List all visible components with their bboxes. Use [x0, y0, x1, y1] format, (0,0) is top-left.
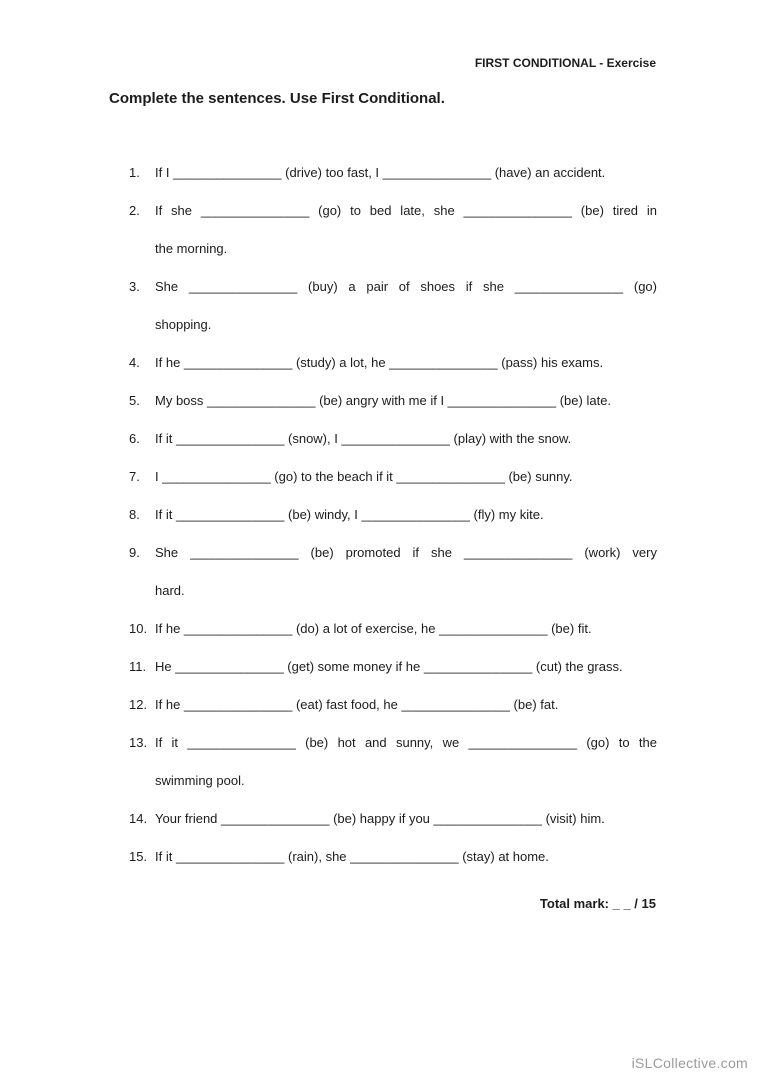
exercise-item: [129, 391, 657, 410]
sentence-line: swimming pool.: [155, 773, 245, 788]
exercise-item: [129, 505, 657, 524]
item-number: 6.: [129, 431, 140, 446]
item-number: 10.: [129, 621, 148, 636]
sentence-line: If he _______________ (do) a lot of exercise, he _______________ (be) fit.: [155, 621, 592, 636]
sentence-line: If I _______________ (drive) too fast, I _______________ (have) an accident.: [155, 165, 606, 180]
sentence-line: If it _______________ (rain), she _______________ (stay) at home.: [155, 849, 549, 864]
item-number: 9.: [129, 545, 140, 560]
watermark-logo: iSLCollective.com: [631, 1055, 748, 1071]
sentence-line: I _______________ (go) to the beach if it _______________ (be) sunny.: [155, 469, 573, 484]
total-mark: Total mark: _ _ / 15: [539, 896, 656, 911]
sentence-line: He _______________ (get) some money if he _______________ (cut) the grass.: [155, 659, 623, 674]
item-number: 2.: [129, 203, 140, 218]
sentence-line: If he _______________ (study) a lot, he _______________ (pass) his exams.: [155, 355, 604, 370]
exercise-item: [129, 429, 657, 448]
sentence-line: If she _______________ (go) to bed late, she _______________ (be) tired in: [155, 203, 657, 218]
sentence-line: My boss _______________ (be) angry with me if I _______________ (be) late.: [155, 393, 612, 408]
exercise-item: [129, 163, 657, 182]
exercise-item: [129, 695, 657, 714]
instruction-heading: Complete the sentences. Use First Conditional.: [109, 90, 445, 107]
sentence-line: If it _______________ (be) windy, I _______________ (fly) my kite.: [155, 507, 544, 522]
exercise-item: [129, 619, 657, 638]
exercise-item: [129, 277, 657, 334]
exercise-item: [129, 201, 657, 258]
sentence-line: She _______________ (be) promoted if she _______________ (work) very: [155, 545, 657, 560]
sentence-line: the morning.: [155, 241, 228, 256]
item-number: 7.: [129, 469, 140, 484]
item-number: 12.: [129, 697, 148, 712]
exercise-item: [129, 467, 657, 486]
item-number: 8.: [129, 507, 140, 522]
sentence-line: Your friend _______________ (be) happy if you _______________ (visit) him.: [155, 811, 605, 826]
item-number: 4.: [129, 355, 140, 370]
item-number: 5.: [129, 393, 140, 408]
exercise-item: [129, 809, 657, 828]
sentence-line: hard.: [155, 583, 185, 598]
exercise-item: [129, 657, 657, 676]
exercise-item: [129, 733, 657, 790]
item-number: 11.: [129, 659, 147, 674]
sentence-line: If it _______________ (snow), I _______________ (play) with the snow.: [155, 431, 572, 446]
exercise-item: [129, 543, 657, 600]
exercise-list: [129, 163, 657, 885]
exercise-item: [129, 847, 657, 866]
exercise-item: [129, 353, 657, 372]
item-number: 1.: [129, 165, 140, 180]
item-number: 14.: [129, 811, 148, 826]
sentence-line: She _______________ (buy) a pair of shoes if she _______________ (go): [155, 279, 657, 294]
item-number: 15.: [129, 849, 148, 864]
sentence-line: If he _______________ (eat) fast food, he _______________ (be) fat.: [155, 697, 559, 712]
item-number: 3.: [129, 279, 140, 294]
item-number: 13.: [129, 735, 148, 750]
worksheet-header-title: FIRST CONDITIONAL - Exercise: [474, 56, 656, 70]
sentence-line: If it _______________ (be) hot and sunny, we _______________ (go) to the: [155, 735, 657, 750]
sentence-line: shopping.: [155, 317, 212, 332]
